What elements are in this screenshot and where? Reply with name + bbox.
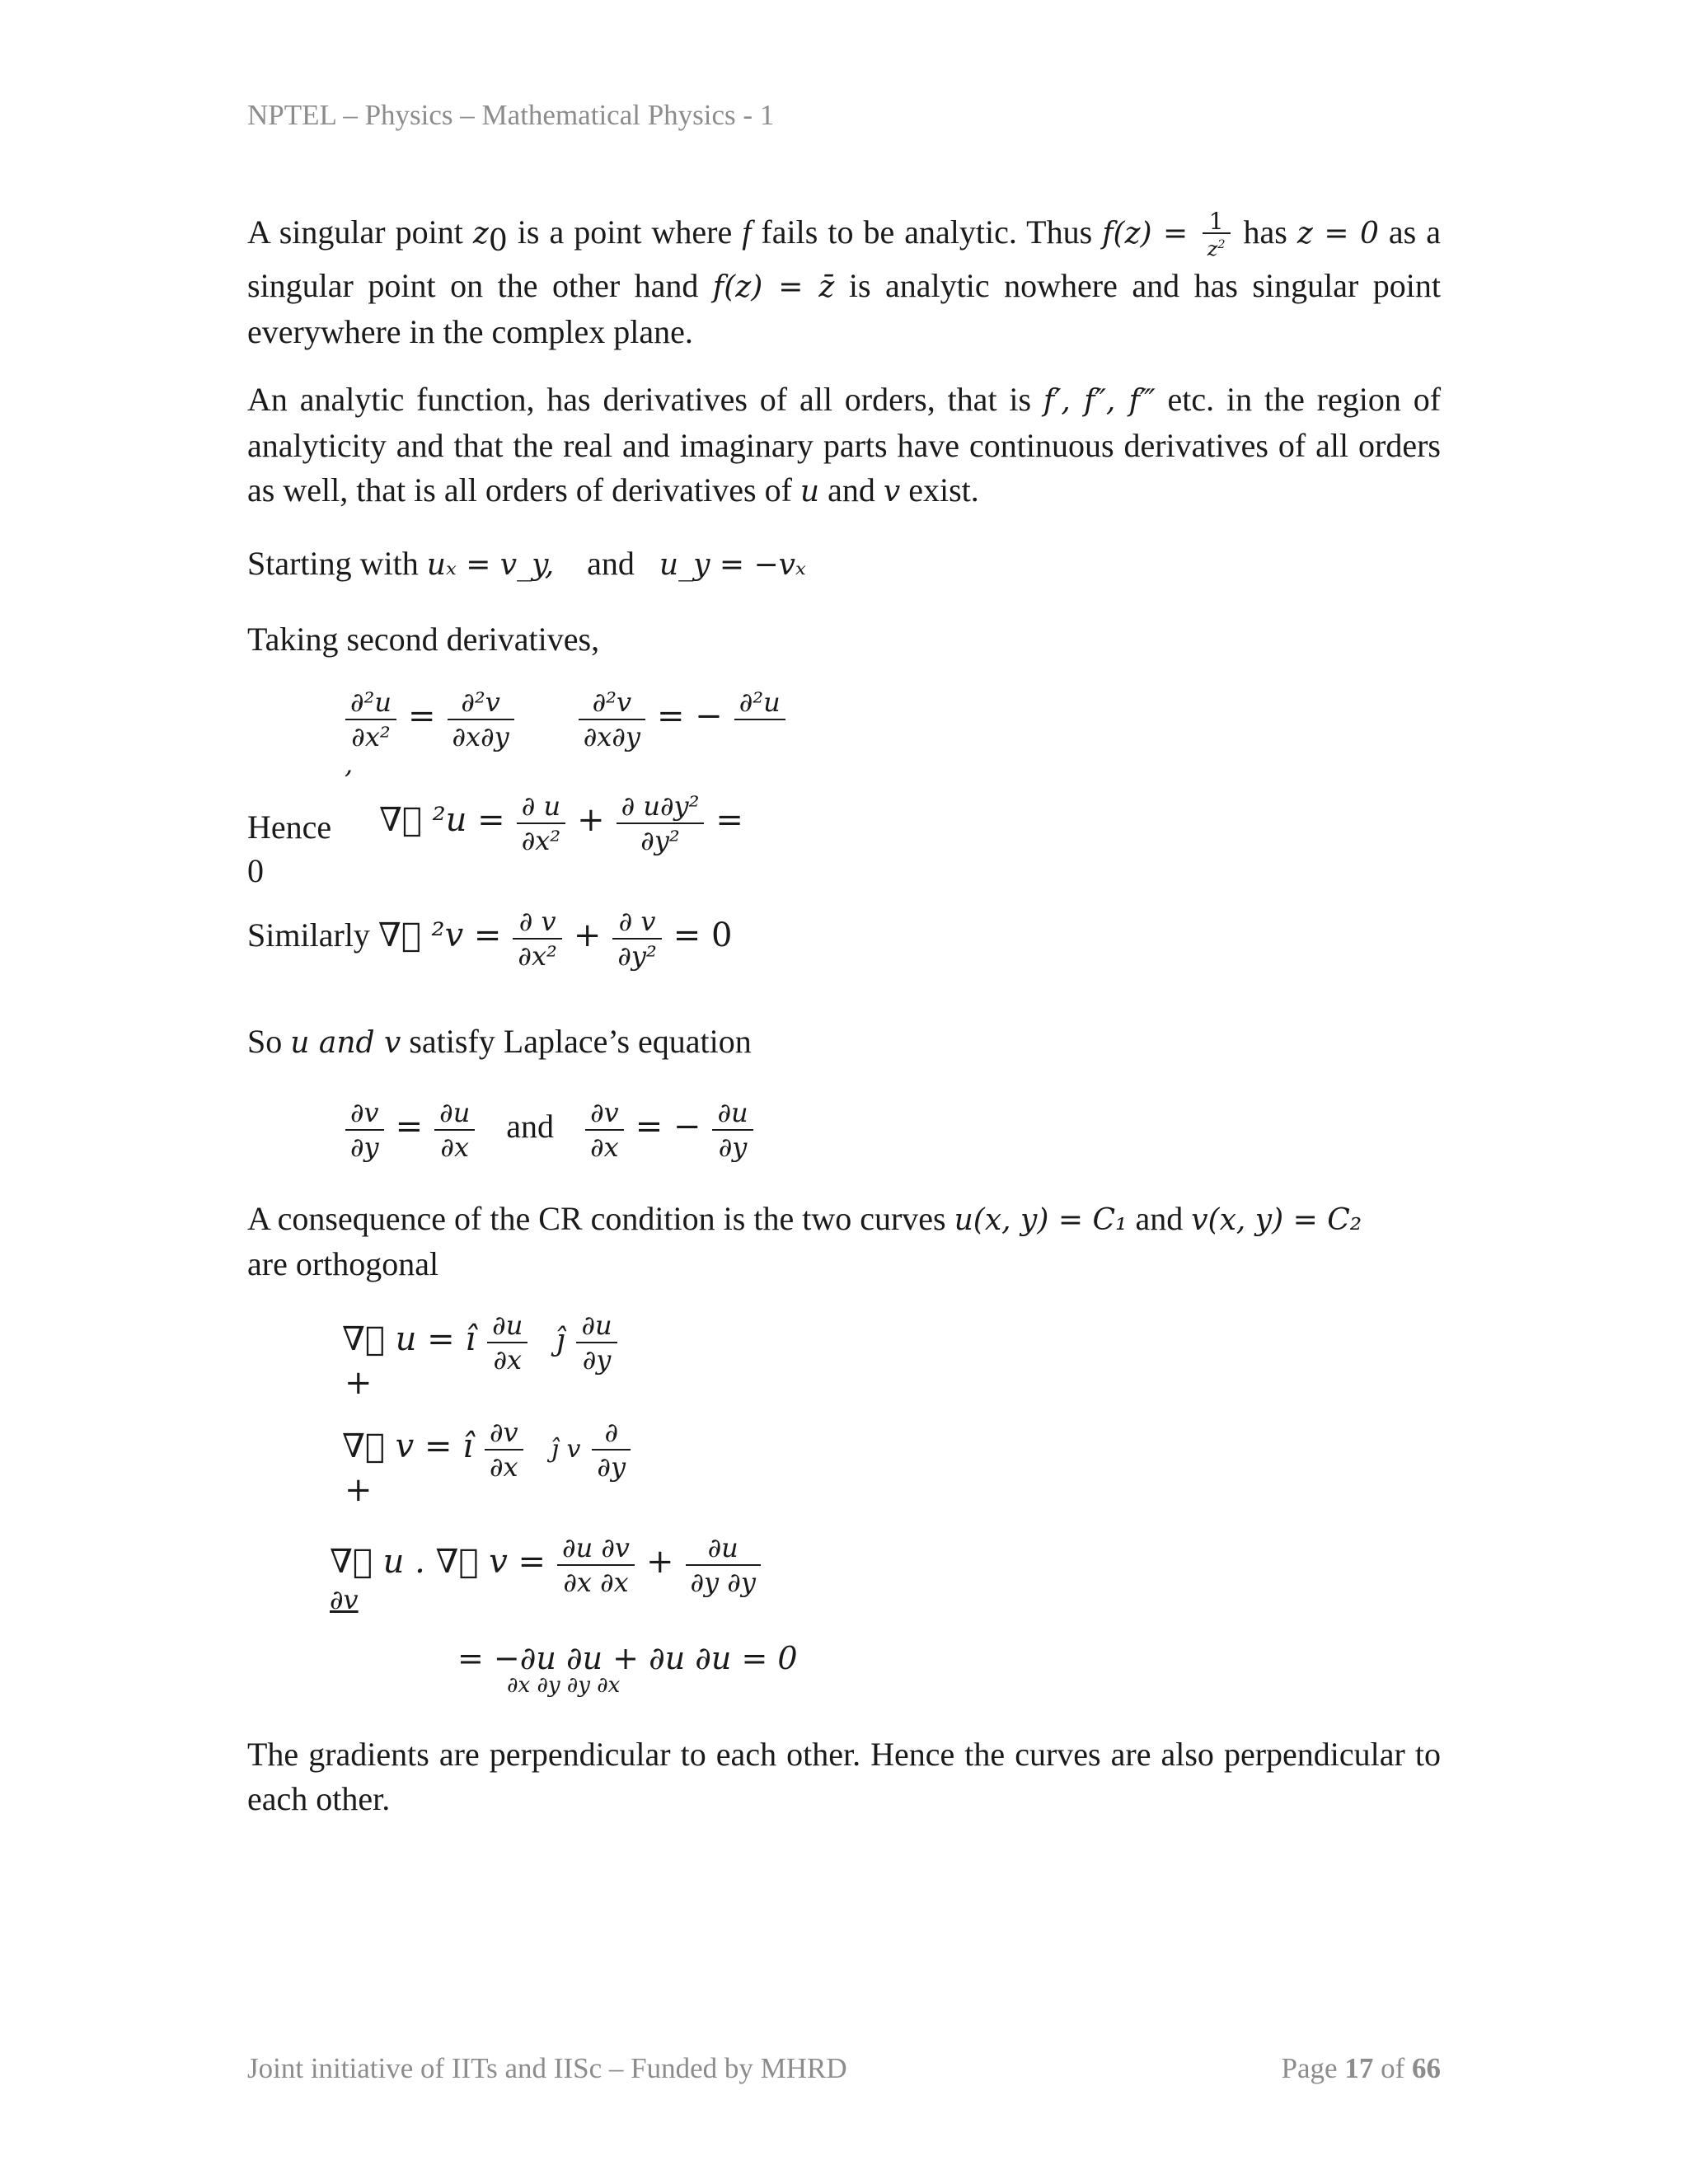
laplacian-u-equation: ∇⃗ ²u = $\frac{\partial u}{\text{∂x²}}$ + $\frac{\text{∂ u∂y²}}{\text{∂y²}}$ = xyxy=(379,790,743,856)
laplacian-v-equation: Similarly ∇⃗ ²v = $\frac{\partial v}{\text{∂x²}}$ + $\frac{\partial v}{\text{∂y²}}$ = 0 xyxy=(247,906,733,972)
page-header: NPTEL – Physics – Mathematical Physics - 1 xyxy=(247,99,775,131)
cauchy-riemann-equation: $\frac{\partial v}{\partial y}$ = $\frac{\partial u}{\partial x}$ and $\frac{\partial v}{\partial x}$ = − $\frac{\partial u}{\partial y}$ xyxy=(342,1096,757,1164)
hence-label: Hence xyxy=(247,808,332,846)
second-derivative-equation: $\frac{\text{∂²u}}{\text{∂x²}}$ = $\frac{\text{∂²v}}{\partial x\partial y}$ $\frac{\text{∂²v}}{\partial x\partial y}$ = − ∂²u xyxy=(342,686,789,753)
dot-product-result: = −∂u ∂u + ∂u ∂u = 0 xyxy=(457,1640,798,1676)
consequence-line: A consequence of the CR condition is the two curves u(x, y) = C₁ and v(x, y) = C₂ xyxy=(247,1200,1362,1237)
gradient-v-equation: ∇⃗ v = î $\frac{\partial v}{\partial x}$ ĵ v $\frac{\partial}{\partial y}$ xyxy=(342,1416,634,1483)
page-footer: Joint initiative of IITs and IISc – Funded by MHRD xyxy=(247,2052,847,2084)
taking-second-derivatives: Taking second derivatives, xyxy=(247,621,600,658)
paragraph-singular-point: A singular point $z_0$ is a point where f fails to be analytic. Thus f(z) = $\frac{1}{z^2}$ has z = 0 as a singular point on the other hand f(z) = z̄ is analytic nowhere and has singular point everywhere in the complex plane. xyxy=(247,208,1442,350)
starting-with-line: Starting with uₓ = v_y, and u_y = −vₓ xyxy=(247,545,806,582)
closing-paragraph: The gradients are perpendicular to each other. Hence the curves are also perpendicular to each other. xyxy=(247,1736,1441,1817)
fraction-one-over-z2: $\frac{1}{z^2}$ xyxy=(1203,211,1231,260)
orthogonal-line: are orthogonal xyxy=(247,1245,439,1282)
page-number: Page 17 of 66 xyxy=(1281,2052,1441,2084)
laplace-line: So u and v satisfy Laplace’s equation xyxy=(247,1023,752,1060)
hence-zero: 0 xyxy=(247,852,264,889)
gradient-u-equation: ∇⃗ u = î $\frac{\partial u}{\partial x}$ ĵ $\frac{\partial u}{\partial y}$ xyxy=(342,1309,621,1376)
paragraph-analytic-function: An analytic function, has derivatives of all orders, that is f′, f″, f‴ etc. in the region of analyticity and that the real and imaginary parts have continuous derivatives of all orders as well, that is all orders of derivatives of u and v exist. xyxy=(247,381,1442,509)
dot-product-equation: ∇⃗ u . ∇⃗ v = $\frac{\partial u \partial v}{\partial x \partial x}$ + $\frac{\partial u}{\partial y \partial y}$ xyxy=(330,1531,764,1599)
